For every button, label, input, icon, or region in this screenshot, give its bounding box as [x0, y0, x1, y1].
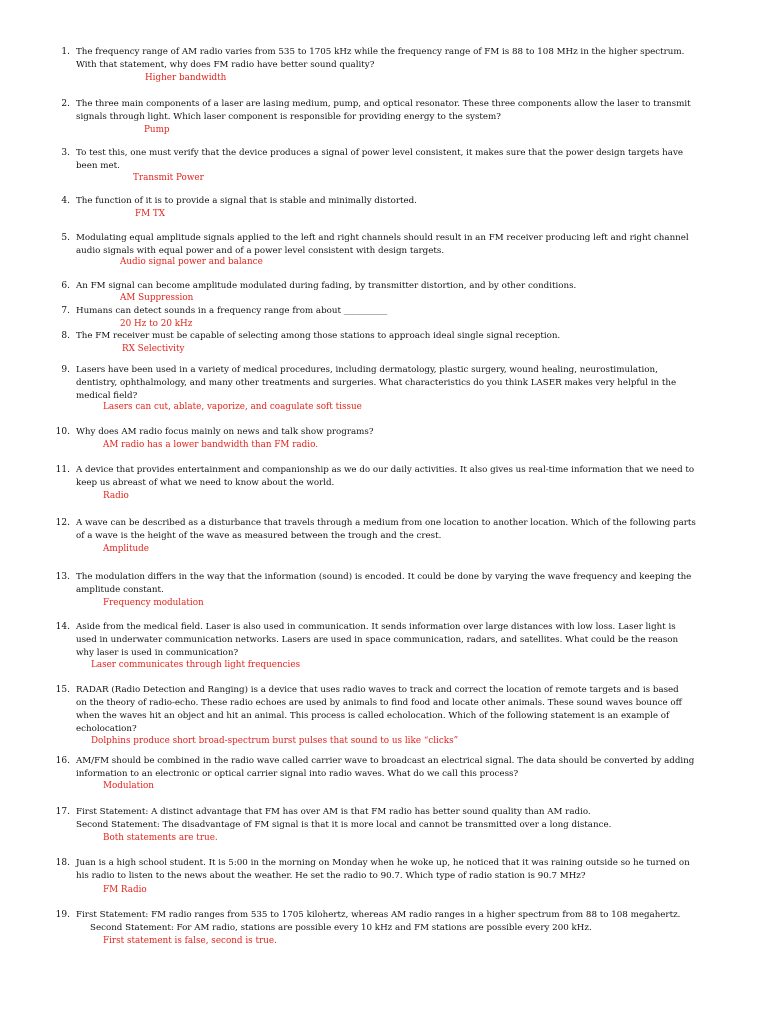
- question-line: Modulating equal amplitude signals applied to the left and right channels should result in an FM receiver producing left and right channel: [76, 233, 689, 243]
- question-text: [76, 330, 721, 343]
- answer-text: Both statements are true.: [103, 833, 218, 843]
- answer-text: Transmit Power: [133, 173, 204, 183]
- question-text: [76, 909, 721, 935]
- answer-text: Audio signal power and balance: [120, 257, 263, 267]
- question-number: 13.: [55, 572, 70, 582]
- question-line: The modulation differs in the way that the information (sound) is encoded. It could be done by varying the wave frequency and keeping the: [76, 572, 692, 582]
- question-line: First Statement: A distinct advantage that FM has over AM is that FM radio has better sound quality than AM radio.: [76, 807, 591, 817]
- question-text: [76, 232, 721, 258]
- question-number: 5.: [61, 233, 70, 243]
- answer-text: Higher bandwidth: [145, 73, 227, 83]
- question-line: information to an electronic or optical carrier signal into radio waves. What do we call this process?: [76, 769, 519, 779]
- question-line: To test this, one must verify that the device produces a signal of power level consistent, it makes sure that the power design targets have: [76, 148, 683, 158]
- question-number: 4.: [61, 196, 70, 206]
- answer-text: First statement is false, second is true.: [103, 936, 277, 946]
- question-text: [76, 426, 721, 439]
- question-line: Juan is a high school student. It is 5:00 in the morning on Monday when he woke up, he noticed that it was raining outside so he turned on: [76, 858, 690, 868]
- question-line: used in underwater communication networks. Lasers are used in space communication, radars, and satellites. What could be the reason: [76, 635, 679, 645]
- question-text: [76, 621, 721, 660]
- question-number: 10.: [55, 427, 70, 437]
- question-number: 2.: [61, 99, 70, 109]
- question-line: keep us abreast of what we need to know about the world.: [76, 478, 335, 488]
- question-text: [76, 364, 721, 403]
- answer-text: FM Radio: [103, 885, 147, 895]
- question-line: The three main components of a laser are lasing medium, pump, and optical resonator. These three components allow the laser to transmit: [76, 99, 691, 109]
- question-line: Why does AM radio focus mainly on news and talk show programs?: [76, 427, 374, 437]
- question-number: 8.: [61, 331, 70, 341]
- question-line: AM/FM should be combined in the radio wave called carrier wave to broadcast an electrical signal. The data should be converted by adding: [76, 756, 695, 766]
- question-number: 11.: [55, 465, 70, 475]
- question-text: [76, 305, 721, 318]
- question-line: Lasers have been used in a variety of medical procedures, including dermatology, plastic surgery, wound healing, neurostimulation,: [76, 365, 658, 375]
- question-text: [76, 571, 721, 597]
- answer-text: Amplitude: [103, 544, 149, 554]
- question-line: The FM receiver must be capable of selecting among those stations to approach ideal single signal reception.: [76, 331, 561, 341]
- question-number: 17.: [55, 807, 70, 817]
- question-text: [76, 684, 721, 736]
- question-line: A wave can be described as a disturbance that travels through a medium from one location to another location. Which of the following parts: [76, 518, 696, 528]
- answer-text: AM Suppression: [120, 293, 194, 303]
- question-number: 12.: [55, 518, 70, 528]
- answer-text: 20 Hz to 20 kHz: [120, 319, 193, 329]
- question-line: Second Statement: For AM radio, stations are possible every 10 kHz and FM stations are possible every 200 kHz.: [90, 923, 592, 933]
- question-line: medical field?: [76, 391, 138, 401]
- answer-text: Radio: [103, 491, 129, 501]
- answer-text: Laser communicates through light frequencies: [91, 660, 301, 670]
- question-text: [76, 464, 721, 490]
- question-line: audio signals with equal power and of a power level consistent with design targets.: [76, 246, 445, 256]
- question-line: An FM signal can become amplitude modulated during fading, by transmitter distortion, and by other conditions.: [76, 281, 577, 291]
- question-line: RADAR (Radio Detection and Ranging) is a device that uses radio waves to track and correct the location of remote targets and is based: [76, 685, 679, 695]
- question-text: [76, 517, 721, 543]
- answer-text: Dolphins produce short broad-spectrum burst pulses that sound to us like “clicks”: [91, 736, 459, 746]
- question-number: 14.: [55, 622, 70, 632]
- question-line: First Statement: FM radio ranges from 535 to 1705 kilohertz, whereas AM radio ranges in a higher spectrum from 88 to 108 megahertz.: [76, 910, 681, 920]
- question-text: [76, 195, 721, 208]
- question-line: Humans can detect sounds in a frequency range from about __________: [76, 306, 388, 316]
- question-text: [76, 755, 721, 781]
- question-line: The function of it is to provide a signal that is stable and minimally distorted.: [76, 196, 417, 206]
- question-line: why laser is used in communication?: [76, 648, 239, 658]
- answer-text: Lasers can cut, ablate, vaporize, and coagulate soft tissue: [103, 402, 362, 412]
- question-number: 7.: [61, 306, 70, 316]
- question-line: his radio to listen to the news about the weather. He set the radio to 90.7. Which type of radio station is 90.7 MHz?: [76, 871, 586, 881]
- question-text: [76, 147, 721, 173]
- question-line: dentistry, ophthalmology, and many other treatments and surgeries. What characteristics do you think LASER makes very helpful in the: [76, 378, 677, 388]
- question-text: [76, 857, 721, 883]
- question-line: Aside from the medical field. Laser is also used in communication. It sends information over large distances with low loss. Laser light is: [76, 622, 676, 632]
- question-number: 15.: [55, 685, 70, 695]
- question-number: 3.: [61, 148, 70, 158]
- question-line: echolocation?: [76, 724, 137, 734]
- question-line: amplitude constant.: [76, 585, 164, 595]
- answer-text: AM radio has a lower bandwidth than FM radio.: [103, 440, 319, 450]
- question-line: of a wave is the height of the wave as measured between the trough and the crest.: [76, 531, 442, 541]
- question-text: [76, 46, 721, 72]
- question-number: 16.: [55, 756, 70, 766]
- question-text: [76, 98, 721, 124]
- question-number: 1.: [61, 47, 70, 57]
- question-line: A device that provides entertainment and companionship as we do our daily activities. It also gives us real-time information that we need to: [76, 465, 695, 475]
- answer-text: Frequency modulation: [103, 598, 204, 608]
- question-line: Second Statement: The disadvantage of FM signal is that it is more local and cannot be transmitted over a long distance.: [76, 820, 612, 830]
- question-number: 9.: [61, 365, 70, 375]
- answer-text: RX Selectivity: [122, 344, 185, 354]
- answer-text: Pump: [144, 125, 170, 135]
- answer-text: FM TX: [135, 209, 166, 219]
- question-text: [76, 806, 721, 832]
- answer-text: Modulation: [103, 781, 154, 791]
- question-line: on the theory of radio-echo. These radio echoes are used by animals to find food and locate other animals. These sound waves bounce off: [76, 698, 682, 708]
- question-number: 19.: [55, 910, 70, 920]
- question-line: been met.: [76, 161, 120, 171]
- question-number: 6.: [61, 281, 70, 291]
- question-line: signals through light. Which laser component is responsible for providing energy to the system?: [76, 112, 501, 122]
- question-number: 18.: [55, 858, 70, 868]
- question-line: The frequency range of AM radio varies from 535 to 1705 kHz while the frequency range of FM is 88 to 108 MHz in the higher spectrum.: [76, 47, 685, 57]
- question-line: With that statement, why does FM radio have better sound quality?: [76, 60, 375, 70]
- question-line: when the waves hit an object and hit an animal. This process is called echolocation. Which of the following statement is an example of: [76, 711, 670, 721]
